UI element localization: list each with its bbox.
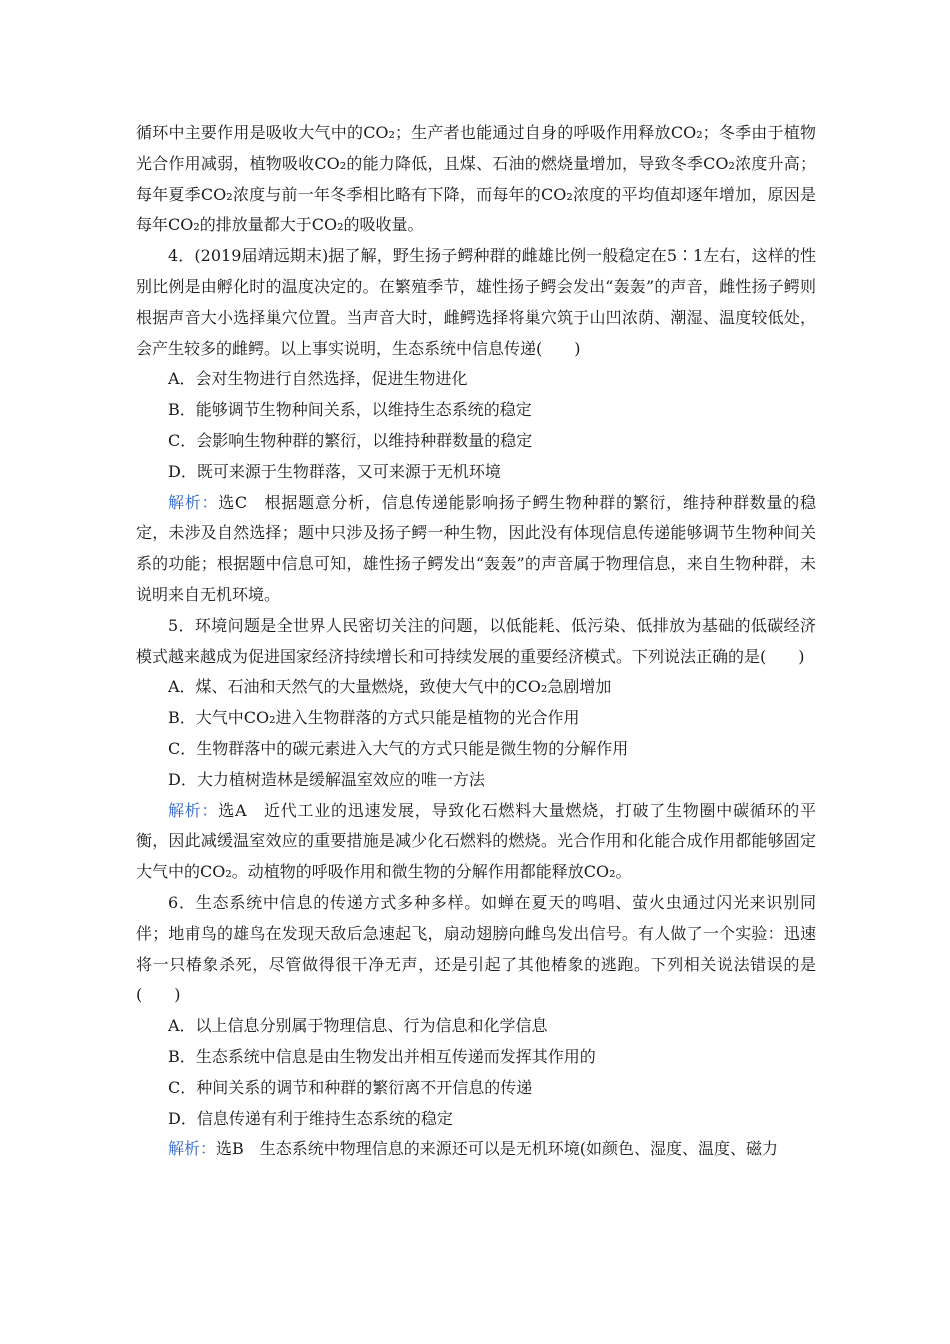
- question-4-stem: 4．(2019届靖远期末)据了解，野生扬子鳄种群的雌雄比例一般稳定在5∶1左右，这样的性别比例是由孵化时的温度决定的。在繁殖季节，雄性扬子鳄会发出“轰轰”的声音，雌性扬子鳄则根据声音大小选择巢穴位置。当声音大时，雌鳄选择将巢穴筑于山凹浓荫、潮湿、温度较低处，会产生较多的雌鳄。以上事实说明，生态系统中信息传递( ): [136, 246, 816, 358]
- question-5-option-d: D．大力植树造林是缓解温室效应的唯一方法: [168, 769, 485, 789]
- question-5-stem: 5．环境问题是全世界人民密切关注的问题，以低能耗、低污染、低排放为基础的低碳经济模式越来越成为促进国家经济持续增长和可持续发展的重要经济模式。下列说法正确的是( ): [136, 615, 816, 666]
- question-5-analysis-text: 选A 近代工业的迅速发展，导致化石燃料大量燃烧，打破了生物圈中碳循环的平衡，因此减缓温室效应的重要措施是减少化石燃料的燃烧。光合作用和化能合成作用都能够固定大气中的CO₂。动植物的呼吸作用和微生物的分解作用都能释放CO₂。: [136, 800, 816, 882]
- question-5-analysis: [136, 796, 816, 888]
- question-6-analysis: [136, 1134, 816, 1165]
- intro-paragraph: 循环中主要作用是吸收大气中的CO₂；生产者也能通过自身的呼吸作用释放CO₂；冬季由于植物光合作用减弱，植物吸收CO₂的能力降低，且煤、石油的燃烧量增加，导致冬季CO₂浓度升高；每年夏季CO₂浓度与前一年冬季相比略有下降，而每年的CO₂浓度的平均值却逐年增加，原因是每年CO₂的排放量都大于CO₂的吸收量。: [136, 123, 816, 235]
- question-5: [136, 611, 816, 888]
- question-4: [136, 241, 816, 611]
- document-page: [136, 118, 816, 1165]
- question-6-option-d: D．信息传递有利于维持生态系统的稳定: [168, 1108, 453, 1128]
- question-5-option-a: A．煤、石油和天然气的大量燃烧，致使大气中的CO₂急剧增加: [168, 677, 612, 697]
- analysis-label: 解析：: [168, 800, 219, 820]
- question-4-option-d: D．既可来源于生物群落，又可来源于无机环境: [168, 461, 501, 481]
- question-4-analysis-text: 选C 根据题意分析，信息传递能影响扬子鳄生物种群的繁衍，维持种群数量的稳定，未涉及自然选择；题中只涉及扬子鳄一种生物，因此没有体现信息传递能够调节生物种间关系的功能；根据题中信息可知，雄性扬子鳄发出“轰轰”的声音属于物理信息，来自生物种群，未说明来自无机环境。: [136, 492, 816, 604]
- question-4-option-b: B．能够调节生物种间关系，以维持生态系统的稳定: [168, 400, 532, 420]
- question-5-option-c: C．生物群落中的碳元素进入大气的方式只能是微生物的分解作用: [168, 738, 629, 758]
- question-6-stem: 6．生态系统中信息的传递方式多种多样。如蝉在夏天的鸣唱、萤火虫通过闪光来识别同伴；地甫鸟的雄鸟在发现天敌后急速起飞，扇动翅膀向雌鸟发出信号。有人做了一个实验：迅速将一只椿象杀死，尽管做得很干净无声，还是引起了其他椿象的逃跑。下列相关说法错误的是( ): [136, 892, 816, 1005]
- analysis-label: 解析：: [168, 1139, 217, 1159]
- analysis-label: 解析：: [168, 492, 219, 512]
- question-6-analysis-text: 选B 生态系统中物理信息的来源还可以是无机环境(如颜色、湿度、温度、磁力: [216, 1139, 779, 1159]
- question-4-option-a: A．会对生物进行自然选择，促进生物进化: [168, 369, 468, 389]
- question-6: [136, 888, 816, 1165]
- question-6-option-c: C．种间关系的调节和种群的繁衍离不开信息的传递: [168, 1077, 533, 1097]
- question-4-option-c: C．会影响生物种群的繁衍，以维持种群数量的稳定: [168, 430, 533, 450]
- question-6-option-b: B．生态系统中信息是由生物发出并相互传递而发挥其作用的: [168, 1046, 596, 1066]
- question-4-analysis: [136, 488, 816, 611]
- question-5-option-b: B．大气中CO₂进入生物群落的方式只能是植物的光合作用: [168, 708, 580, 728]
- question-6-option-a: A．以上信息分别属于物理信息、行为信息和化学信息: [168, 1016, 548, 1036]
